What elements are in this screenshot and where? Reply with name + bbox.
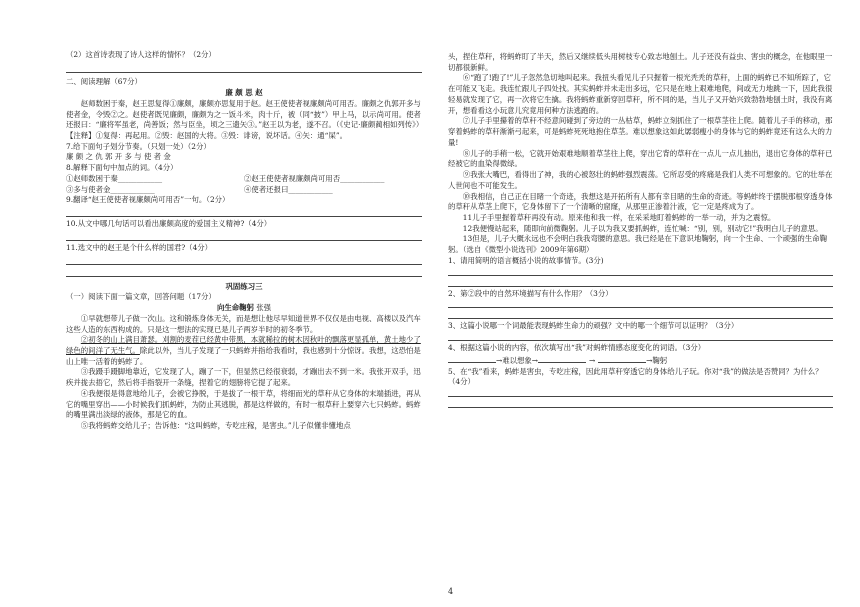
fill-blank[interactable]: [598, 354, 646, 363]
story-paragraph: ④我便很是得意地给儿子，会被它挣脱，于是拔了一根干草，将细而光的草秆从它身体的末端插进，再从它的嘴里穿出——小时候我们抓蚂蚱，为防止其逃脱，都是这样做的，有时一根草秆上要穿六七只蚂蚱。蚂蚱的嘴里满出淡绿的液体，那是它的血。: [66, 388, 421, 420]
question-9: 9.翻译“赵王使使者视廉颇尚可用否”一句。（2分）: [66, 195, 230, 205]
answer-line: [66, 267, 422, 277]
question-4-chain: [448, 354, 833, 367]
answer-line: [448, 399, 833, 408]
right-column: [448, 52, 833, 410]
story-paragraph: 11儿子手里握着草秆再没有动。原来他和我一样，在采采地盯着蚂蚱的一举一动，并为之震惊。: [462, 213, 776, 223]
question-3: 3、这篇小说哪一个词最能表现蚂蚱生命力的顽强？文中的哪一个细节可以证明？（3分）: [448, 321, 739, 331]
question-2: （2）这首诗表现了诗人这样的情怀？（2分）: [66, 50, 216, 59]
fill-blank[interactable]: [448, 354, 496, 363]
story-paragraph: ⑩我相信，自己正在目睹一个奇迹，我想这是开拓所有人都有幸目睹的生命的奇迹。等蚂蚱终于摆脱那根穿透身体的草秆从草茎上爬下，它身体留下了一个清晰的窟窿，从那里正渗着汁液，它一定是疼成为了。: [448, 191, 833, 212]
story-paragraph: ⑤我将蚂蚱交给儿子；告诉他：“这叫蚂蚱，专吃庄稼，是害虫。”儿子似懂非懂地点: [80, 421, 351, 431]
question-10: 10.从文中哪几句话可以看出廉颇高度的爱国主义精神?（4分）: [66, 219, 272, 229]
story-paragraph: 13但是，儿子大概永远也不会明白我我弯腰的意思。我已经是在下意识地鞠躬，向一个生命、一个顽强的生命鞠躬。（选自《微型小说选刊》2009年第6期）: [448, 234, 827, 255]
story-paragraph: ⑦儿子手里攥着的草秆不经意间碰到了旁边的一丛枯草，蚂蚱立刻抓住了一根草茎往上爬。随着儿子手的移动，那穿着蚂蚱的草秆渐渐弓起来，可是蚂蚱死死地抱住草茎。难以想象这如此孱弱瘦小的身体与它的蚂蚱竟还有这么大的力量!: [448, 116, 833, 147]
underlined-text: ②初冬的山上满目萧瑟。刈割的麦茬已经黄中带黑，本就稀拉的树木因秋叶的飘落更显孤单，黄土地少了绿色的间洋了无生气。: [66, 335, 421, 356]
practice-intro: （一）阅读下面一篇文章，回答问题（17分）: [66, 292, 216, 302]
answer-line: [66, 63, 422, 73]
question-8-item: ④使者还报曰____________: [244, 184, 333, 194]
chain-text: →: [588, 355, 596, 365]
answer-line: [448, 278, 833, 287]
question-8-items-row2: [66, 185, 422, 196]
question-7: 7.给下面句子划分节奏。（只划一处）（2分）: [66, 141, 211, 151]
story-title: 向生命鞠躬: [216, 303, 254, 313]
answer-line: [66, 255, 422, 265]
story-author: 张强: [256, 303, 272, 313]
story-heading: [66, 303, 422, 314]
story-text: 除此以外，当儿子发现了一只蚂蚱并指给我看时，我也感到十分惊讶。我想，这恐怕是山上唯一活着的蚂蚱了。: [66, 346, 421, 366]
passage-paragraph: 赵师数困于秦，赵王思复得①廉颇，廉颇亦思复用于赵。赵王使使者视廉颇尚可用否。廉颇之仇郭开多与使者金，令毁②之。赵使者既见廉颇，廉颇为之一饭斗米，肉十斤，被（同“披”）甲上马，以示尚可用。使者还报曰：“廉将军虽老，尚善饭；然与臣坐，顷之三遗矢③。”赵王以为老，遂不召。（《史记·廉颇蔺相如列传》）: [66, 98, 424, 130]
answer-line: [448, 388, 833, 397]
story-paragraph: 头，捏住草秆，将蚂蚱盯了半天，然后又继续低头用树枝专心致志地刨土。儿子还没有益虫、害虫的概念，在他眼里一切都很新鲜。: [448, 52, 833, 72]
fill-blank[interactable]: [538, 354, 586, 363]
chain-text: →鞠躬: [646, 355, 668, 365]
notes: 【注释】①复得：再起用。②毁：赵国的大将。③毁：诽谤，说坏话。④矢：通“屎”。: [66, 131, 348, 140]
story-paragraph: ③我蹑手蹑脚地靠近，它发现了人，蹦了一下，但显然已经很衰弱，才蹦出去不到一米。我张开双手，迅疾并拢去捂它，然后将手指裂开一条缝，捏着它的翅膀将它提了起来。: [66, 367, 421, 388]
story-paragraph: ⑨我张大嘴巴，看得出了神，我的心被怒壮的蚂蚱强烈震荡。它所忍受的疼痛是我们人类不可想象的。它的壮举在人世间也不可能发生。: [448, 170, 833, 190]
answer-line: [448, 299, 833, 308]
answer-line: [66, 207, 422, 217]
section-2-title: 二、阅读理解（67分）: [66, 77, 142, 87]
question-1: 1、请用简明的语言概括小说的故事情节。(3分): [448, 255, 604, 265]
story-paragraph: ⑥“跑了!跑了!”儿子忽然急切地叫起来。我扭头看见儿子只握着一根光秃秃的草秆，上面的蚂蚱已不知所踪了，它在可能又飞走。我连忙跟儿子四处找。其实蚂蚱并未走出多远，它只是在地上艰难地爬，间或无力地跳一下，因此我很轻易就发现了它，再一次将它生擒。我将蚂蚱重新穿回草秆，所不同的是，当儿子又开始兴致勃勃地刨土时，我没有离开，想看看这小玩意儿究竟用何种方法逃跑的。: [448, 73, 833, 115]
story-paragraph-2: [66, 335, 422, 367]
question-7-sentence: 廉 颇 之 仇 郭 开 多 与 使 者 金: [66, 152, 171, 162]
answer-line: [448, 332, 833, 341]
question-4: 4、根据这篇小说的内容，依次填写出“我”对蚂蚱情感态度变化的词语。（3分）: [448, 343, 706, 353]
question-8: 8.解释下面句中加点的词。（4分）: [66, 163, 178, 173]
question-8-item: ③多与使者金____________: [66, 184, 155, 194]
question-8-item: ①赵师数困于秦____________: [66, 173, 163, 183]
left-column: [66, 50, 422, 432]
story-paragraph: ⑧儿子的手稍一松，它就开始艰难地顺着草茎往上爬，穿出它背的草秆在一点儿一点儿抽出，退出它身体的草秆已经被它的血染得微绿。: [448, 148, 833, 169]
question-5: 5、在“我”看来，蚂蚱是害虫，专吃庄稼，因此用草秆穿透它的身体给儿子玩。你对“我”的做法是否赞同？为什么？（4分）: [448, 366, 823, 387]
answer-line: [448, 267, 833, 276]
page-number: 4: [448, 587, 454, 596]
question-11: 11.选文中的赵王是个什么样的国君?（4分）: [66, 242, 213, 252]
question-8-items-row1: [66, 174, 422, 185]
question-2: 2、第②段中的自然环境描写有什么作用？（3分）: [448, 288, 613, 298]
answer-line: [448, 310, 833, 319]
chain-text: →难以想象→: [496, 355, 538, 365]
answer-line: [66, 231, 422, 241]
story-paragraph: 12我便慢站起来，随即向前微鞠躬。儿子以为我又要抓蚂蚱，连忙喊：“别，别，别动它!”我明白儿子的意思。: [462, 223, 823, 233]
question-8-item: ②赵王使使者视廉颇尚可用否____________: [244, 173, 385, 183]
passage-title: 廉 颇 思 赵: [225, 88, 263, 98]
practice-title: 巩固练习三: [225, 281, 263, 291]
story-paragraph: ①早就想带儿子做一次山。这和锻炼身体无关，而是想让他尽早知道世界不仅仅是由电视、高楼以及汽车这些人造的东西构成的。只是这一想法的实现已是儿子两岁半时的初冬季节。: [66, 313, 421, 334]
